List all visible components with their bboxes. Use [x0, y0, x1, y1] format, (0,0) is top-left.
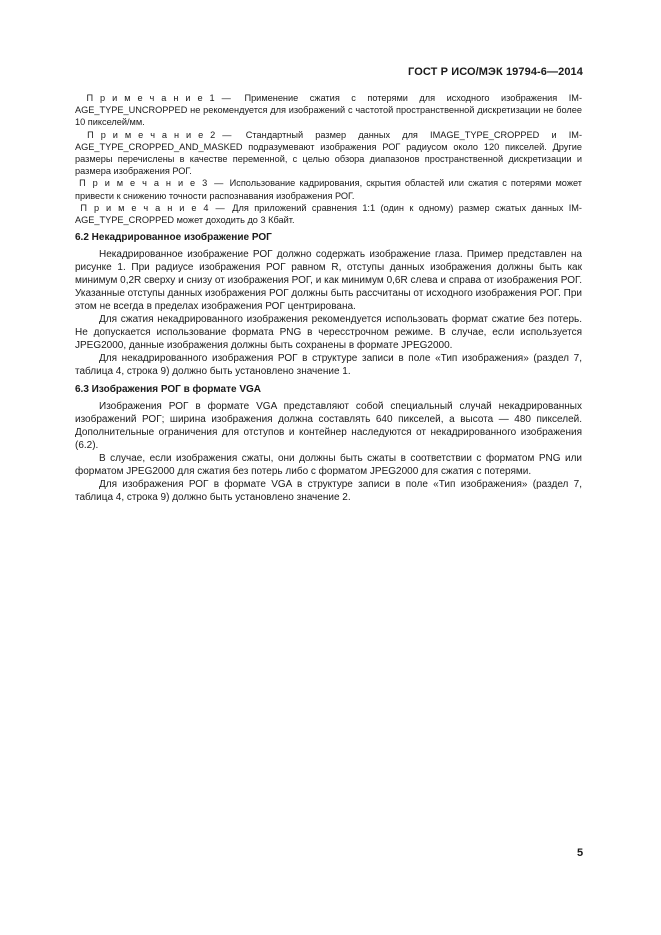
section-6-3 — [75, 384, 582, 504]
paragraph: Изображения РОГ в формате VGA представляют собой специальный случай некадрированных изображений РОГ; ширина изображения должна составлять 640 пикселей, а высота — 480 пикселей. Дополнительные ограничения для отступов и контейнер наследуются от некадрированного изображения (6.2). — [75, 401, 582, 452]
paragraph: Для некадрированного изображения РОГ в структуре записи в поле «Тип изображения» (раздел 7, таблица 4, строка 9) должно быть установлено значение 1. — [75, 353, 582, 378]
note-label: П р и м е ч а н и е 1 — — [86, 93, 233, 103]
note-label: П р и м е ч а н и е 2 — — [87, 129, 234, 140]
note-text: Применение сжатия с потерями для исходного изображения IM-AGE_TYPE_UNCROPPED не рекомендуется для изображений с частотой пространственной дискретизации не более 10 пикселей/мм. — [75, 93, 583, 128]
section-heading: 6.3 Изображения РОГ в формате VGA — [75, 384, 261, 396]
paragraph: Для сжатия некадрированного изображения рекомендуется использовать формат сжатие без потерь. Не допускается использование формата PNG в чересстрочном режиме. В случае, если используется JPEG2000, данные изображения должны быть сохранены в формате JPEG2000. — [75, 314, 582, 352]
note-2 — [75, 129, 582, 178]
section-heading: 6.2 Некадрированное изображение РОГ — [75, 232, 272, 244]
note-3 — [75, 177, 582, 201]
document-body — [75, 92, 582, 504]
note-label: П р и м е ч а н и е 4 — — [80, 202, 227, 213]
paragraph: В случае, если изображения сжаты, они должны быть сжаты в соответствии с форматом PNG или форматом JPEG2000 для сжатия без потерь либо с форматом JPEG2000 для сжатия с потерями. — [75, 453, 582, 478]
paragraph: Для изображения РОГ в формате VGA в структуре записи в поле «Тип изображения» (раздел 7, таблица 4, строка 9) должно быть установлено значение 2. — [75, 479, 582, 504]
note-label: П р и м е ч а н и е 3 — — [79, 178, 226, 189]
section-6-2 — [75, 232, 582, 378]
note-text: Стандартный размер данных для IMAGE_TYPE_CROPPED и IM-AGE_TYPE_CROPPED_AND_MASKED подразумевают изображения РОГ радиусом около 120 пикселей. Другие размеры перечислены в качестве переменной, с целью обзора диапазонов пространственной дискретизации и размера изображения РОГ. — [75, 129, 582, 177]
document-header: ГОСТ Р ИСО/МЭК 19794-6—2014 — [408, 66, 583, 78]
note-1 — [75, 92, 582, 129]
notes-block — [75, 92, 582, 226]
note-text: Использование кадрирования, скрытия областей или сжатия с потерями может привести к снижению точности распознавания изображения РОГ. — [75, 178, 582, 201]
note-4 — [75, 202, 582, 226]
note-text: Для приложений сравнения 1:1 (один к одному) размер сжатых данных IM-AGE_TYPE_CROPPED может доходить до 3 Кбайт. — [75, 202, 582, 226]
paragraph: Некадрированное изображение РОГ должно содержать изображение глаза. Пример представлен на рисунке 1. При радиусе изображения РОГ равном R, отступы данных изображения должны быть как минимум 0,2R сверху и снизу от изображения РОГ, и как минимум 0,6R слева и справа от изображения РОГ. Указанные отступы данных изображения РОГ должны быть рассчитаны от исходного изображения РОГ. При этом не всегда в пределах изображения РОГ центрирована. — [75, 249, 582, 313]
page-number: 5 — [577, 847, 584, 859]
